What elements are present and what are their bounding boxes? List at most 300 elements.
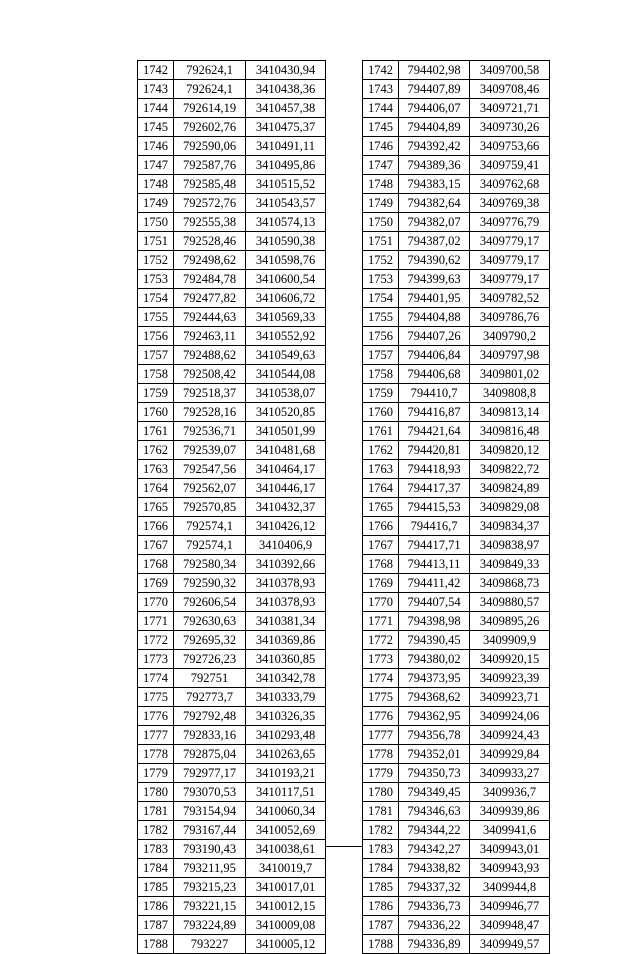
point-number-cell: 1743 — [138, 80, 174, 99]
y-coordinate-cell: 3410342,78 — [246, 669, 326, 688]
table-row — [138, 650, 326, 669]
table-row — [363, 232, 550, 251]
point-number-cell: 1750 — [138, 213, 174, 232]
point-number-cell: 1751 — [138, 232, 174, 251]
point-number-cell: 1787 — [363, 916, 399, 935]
table-row — [138, 194, 326, 213]
x-coordinate-cell: 794406,07 — [399, 99, 470, 118]
y-coordinate-cell: 3409923,39 — [470, 669, 550, 688]
point-number-cell: 1760 — [138, 403, 174, 422]
table-row — [138, 555, 326, 574]
x-coordinate-cell: 794390,45 — [399, 631, 470, 650]
point-number-cell: 1784 — [363, 859, 399, 878]
table-row — [138, 327, 326, 346]
x-coordinate-cell: 792590,32 — [174, 574, 246, 593]
y-coordinate-cell: 3409700,58 — [470, 61, 550, 80]
x-coordinate-cell: 792606,54 — [174, 593, 246, 612]
table-row — [363, 935, 550, 954]
x-coordinate-cell: 792463,11 — [174, 327, 246, 346]
y-coordinate-cell: 3410544,08 — [246, 365, 326, 384]
x-coordinate-cell: 792726,23 — [174, 650, 246, 669]
table-row — [363, 346, 550, 365]
table-row — [138, 156, 326, 175]
table-row — [138, 897, 326, 916]
x-coordinate-cell: 794349,45 — [399, 783, 470, 802]
x-coordinate-cell: 794337,32 — [399, 878, 470, 897]
table-row — [363, 251, 550, 270]
table-row — [363, 479, 550, 498]
point-number-cell: 1746 — [363, 137, 399, 156]
y-coordinate-cell: 3410193,21 — [246, 764, 326, 783]
x-coordinate-cell: 793224,89 — [174, 916, 246, 935]
x-coordinate-cell: 794390,62 — [399, 251, 470, 270]
point-number-cell: 1753 — [138, 270, 174, 289]
right-table-body — [363, 61, 550, 954]
x-coordinate-cell: 792977,17 — [174, 764, 246, 783]
x-coordinate-cell: 793215,23 — [174, 878, 246, 897]
x-coordinate-cell: 792508,42 — [174, 365, 246, 384]
point-number-cell: 1749 — [363, 194, 399, 213]
point-number-cell: 1767 — [363, 536, 399, 555]
y-coordinate-cell: 3410005,12 — [246, 935, 326, 954]
y-coordinate-cell: 3409786,76 — [470, 308, 550, 327]
y-coordinate-cell: 3409730,26 — [470, 118, 550, 137]
y-coordinate-cell: 3409813,14 — [470, 403, 550, 422]
x-coordinate-cell: 794407,54 — [399, 593, 470, 612]
y-coordinate-cell: 3410520,85 — [246, 403, 326, 422]
y-coordinate-cell: 3410495,86 — [246, 156, 326, 175]
table-row — [363, 80, 550, 99]
x-coordinate-cell: 794398,98 — [399, 612, 470, 631]
point-number-cell: 1770 — [138, 593, 174, 612]
y-coordinate-cell: 3410481,68 — [246, 441, 326, 460]
x-coordinate-cell: 794382,07 — [399, 213, 470, 232]
point-number-cell: 1766 — [363, 517, 399, 536]
table-row — [138, 137, 326, 156]
point-number-cell: 1759 — [138, 384, 174, 403]
y-coordinate-cell: 3410552,92 — [246, 327, 326, 346]
y-coordinate-cell: 3410378,93 — [246, 593, 326, 612]
x-coordinate-cell: 792624,1 — [174, 61, 246, 80]
point-number-cell: 1777 — [138, 726, 174, 745]
y-coordinate-cell: 3410019,7 — [246, 859, 326, 878]
y-coordinate-cell: 3409909,9 — [470, 631, 550, 650]
y-coordinate-cell: 3409923,71 — [470, 688, 550, 707]
y-coordinate-cell: 3409779,17 — [470, 270, 550, 289]
x-coordinate-cell: 792630,63 — [174, 612, 246, 631]
point-number-cell: 1748 — [363, 175, 399, 194]
point-number-cell: 1779 — [363, 764, 399, 783]
point-number-cell: 1746 — [138, 137, 174, 156]
x-coordinate-cell: 794404,88 — [399, 308, 470, 327]
point-number-cell: 1745 — [363, 118, 399, 137]
point-number-cell: 1753 — [363, 270, 399, 289]
point-number-cell: 1761 — [138, 422, 174, 441]
table-row — [363, 517, 550, 536]
y-coordinate-cell: 3409943,01 — [470, 840, 550, 859]
table-row — [363, 498, 550, 517]
table-row — [138, 118, 326, 137]
point-number-cell: 1770 — [363, 593, 399, 612]
y-coordinate-cell: 3410438,36 — [246, 80, 326, 99]
x-coordinate-cell: 792602,76 — [174, 118, 246, 137]
point-number-cell: 1771 — [363, 612, 399, 631]
point-number-cell: 1765 — [363, 498, 399, 517]
y-coordinate-cell: 3410038,61 — [246, 840, 326, 859]
x-coordinate-cell: 794401,95 — [399, 289, 470, 308]
x-coordinate-cell: 792539,07 — [174, 441, 246, 460]
y-coordinate-cell: 3409948,47 — [470, 916, 550, 935]
y-coordinate-cell: 3409895,26 — [470, 612, 550, 631]
point-number-cell: 1761 — [363, 422, 399, 441]
y-coordinate-cell: 3409762,68 — [470, 175, 550, 194]
table-row — [363, 270, 550, 289]
table-row — [138, 80, 326, 99]
y-coordinate-cell: 3409939,86 — [470, 802, 550, 821]
table-row — [138, 840, 326, 859]
table-row — [363, 61, 550, 80]
y-coordinate-cell: 3409944,8 — [470, 878, 550, 897]
table-row — [138, 270, 326, 289]
table-row — [363, 688, 550, 707]
left-table-body — [138, 61, 326, 954]
x-coordinate-cell: 792555,38 — [174, 213, 246, 232]
table-row — [138, 783, 326, 802]
point-number-cell: 1773 — [363, 650, 399, 669]
table-row — [363, 308, 550, 327]
y-coordinate-cell: 3410491,11 — [246, 137, 326, 156]
y-coordinate-cell: 3410009,08 — [246, 916, 326, 935]
table-row — [138, 688, 326, 707]
x-coordinate-cell: 794389,36 — [399, 156, 470, 175]
table-row — [138, 232, 326, 251]
table-row — [138, 517, 326, 536]
point-number-cell: 1785 — [138, 878, 174, 897]
table-row — [363, 441, 550, 460]
table-row — [363, 137, 550, 156]
table-row — [138, 745, 326, 764]
point-number-cell: 1745 — [138, 118, 174, 137]
table-row — [138, 859, 326, 878]
point-number-cell: 1755 — [363, 308, 399, 327]
point-number-cell: 1764 — [138, 479, 174, 498]
y-coordinate-cell: 3410060,34 — [246, 802, 326, 821]
point-number-cell: 1758 — [363, 365, 399, 384]
y-coordinate-cell: 3410574,13 — [246, 213, 326, 232]
table-row — [363, 118, 550, 137]
point-number-cell: 1766 — [138, 517, 174, 536]
point-number-cell: 1779 — [138, 764, 174, 783]
point-number-cell: 1771 — [138, 612, 174, 631]
x-coordinate-cell: 793070,53 — [174, 783, 246, 802]
right-coordinate-table — [362, 60, 550, 954]
x-coordinate-cell: 792580,34 — [174, 555, 246, 574]
point-number-cell: 1775 — [363, 688, 399, 707]
x-coordinate-cell: 794399,63 — [399, 270, 470, 289]
x-coordinate-cell: 792624,1 — [174, 80, 246, 99]
table-row — [138, 764, 326, 783]
table-row — [138, 726, 326, 745]
y-coordinate-cell: 3410464,17 — [246, 460, 326, 479]
point-number-cell: 1772 — [138, 631, 174, 650]
point-number-cell: 1767 — [138, 536, 174, 555]
x-coordinate-cell: 794416,87 — [399, 403, 470, 422]
table-row — [363, 802, 550, 821]
x-coordinate-cell: 794338,82 — [399, 859, 470, 878]
x-coordinate-cell: 794411,42 — [399, 574, 470, 593]
x-coordinate-cell: 792572,76 — [174, 194, 246, 213]
point-number-cell: 1757 — [138, 346, 174, 365]
table-row — [363, 821, 550, 840]
point-number-cell: 1785 — [363, 878, 399, 897]
point-number-cell: 1778 — [138, 745, 174, 764]
table-row — [138, 403, 326, 422]
point-number-cell: 1759 — [363, 384, 399, 403]
table-row — [363, 612, 550, 631]
table-row — [363, 365, 550, 384]
table-row — [138, 536, 326, 555]
table-row — [363, 175, 550, 194]
x-coordinate-cell: 794421,64 — [399, 422, 470, 441]
point-number-cell: 1769 — [138, 574, 174, 593]
y-coordinate-cell: 3409929,84 — [470, 745, 550, 764]
x-coordinate-cell: 794402,98 — [399, 61, 470, 80]
x-coordinate-cell: 792547,56 — [174, 460, 246, 479]
point-number-cell: 1774 — [363, 669, 399, 688]
table-row — [363, 593, 550, 612]
y-coordinate-cell: 3409721,71 — [470, 99, 550, 118]
y-coordinate-cell: 3409829,08 — [470, 498, 550, 517]
y-coordinate-cell: 3409816,48 — [470, 422, 550, 441]
y-coordinate-cell: 3410432,37 — [246, 498, 326, 517]
table-row — [138, 821, 326, 840]
y-coordinate-cell: 3409801,02 — [470, 365, 550, 384]
x-coordinate-cell: 792587,76 — [174, 156, 246, 175]
y-coordinate-cell: 3410381,34 — [246, 612, 326, 631]
y-coordinate-cell: 3410052,69 — [246, 821, 326, 840]
point-number-cell: 1781 — [138, 802, 174, 821]
point-number-cell: 1776 — [138, 707, 174, 726]
x-coordinate-cell: 792614,19 — [174, 99, 246, 118]
point-number-cell: 1758 — [138, 365, 174, 384]
x-coordinate-cell: 793167,44 — [174, 821, 246, 840]
x-coordinate-cell: 792792,48 — [174, 707, 246, 726]
table-row — [138, 346, 326, 365]
y-coordinate-cell: 3409933,27 — [470, 764, 550, 783]
x-coordinate-cell: 794407,26 — [399, 327, 470, 346]
x-coordinate-cell: 792528,16 — [174, 403, 246, 422]
point-number-cell: 1752 — [138, 251, 174, 270]
table-row — [363, 783, 550, 802]
point-number-cell: 1788 — [363, 935, 399, 954]
y-coordinate-cell: 3409838,97 — [470, 536, 550, 555]
point-number-cell: 1749 — [138, 194, 174, 213]
point-number-cell: 1755 — [138, 308, 174, 327]
point-number-cell: 1768 — [363, 555, 399, 574]
table-row — [138, 878, 326, 897]
x-coordinate-cell: 794387,02 — [399, 232, 470, 251]
point-number-cell: 1781 — [363, 802, 399, 821]
y-coordinate-cell: 3410475,37 — [246, 118, 326, 137]
point-number-cell: 1784 — [138, 859, 174, 878]
point-number-cell: 1760 — [363, 403, 399, 422]
y-coordinate-cell: 3410392,66 — [246, 555, 326, 574]
y-coordinate-cell: 3410549,63 — [246, 346, 326, 365]
point-number-cell: 1743 — [363, 80, 399, 99]
table-row — [138, 460, 326, 479]
y-coordinate-cell: 3409849,33 — [470, 555, 550, 574]
y-coordinate-cell: 3409779,17 — [470, 232, 550, 251]
y-coordinate-cell: 3410600,54 — [246, 270, 326, 289]
x-coordinate-cell: 794373,95 — [399, 669, 470, 688]
table-row — [363, 669, 550, 688]
y-coordinate-cell: 3410426,12 — [246, 517, 326, 536]
x-coordinate-cell: 794342,27 — [399, 840, 470, 859]
table-row — [138, 707, 326, 726]
table-row — [363, 460, 550, 479]
x-coordinate-cell: 792751 — [174, 669, 246, 688]
table-row — [138, 593, 326, 612]
y-coordinate-cell: 3409824,89 — [470, 479, 550, 498]
table-row — [363, 289, 550, 308]
x-coordinate-cell: 792590,06 — [174, 137, 246, 156]
x-coordinate-cell: 794336,22 — [399, 916, 470, 935]
table-row — [363, 650, 550, 669]
point-number-cell: 1777 — [363, 726, 399, 745]
point-number-cell: 1748 — [138, 175, 174, 194]
point-number-cell: 1769 — [363, 574, 399, 593]
x-coordinate-cell: 794407,89 — [399, 80, 470, 99]
y-coordinate-cell: 3410446,17 — [246, 479, 326, 498]
x-coordinate-cell: 792484,78 — [174, 270, 246, 289]
x-coordinate-cell: 792695,32 — [174, 631, 246, 650]
y-coordinate-cell: 3409782,52 — [470, 289, 550, 308]
left-coordinate-table — [137, 60, 326, 954]
point-number-cell: 1762 — [138, 441, 174, 460]
table-row — [138, 61, 326, 80]
y-coordinate-cell: 3409797,98 — [470, 346, 550, 365]
y-coordinate-cell: 3410326,35 — [246, 707, 326, 726]
x-coordinate-cell: 793221,15 — [174, 897, 246, 916]
x-coordinate-cell: 794382,64 — [399, 194, 470, 213]
y-coordinate-cell: 3410538,07 — [246, 384, 326, 403]
y-coordinate-cell: 3409936,7 — [470, 783, 550, 802]
x-coordinate-cell: 792444,63 — [174, 308, 246, 327]
point-number-cell: 1754 — [138, 289, 174, 308]
y-coordinate-cell: 3410598,76 — [246, 251, 326, 270]
x-coordinate-cell: 792477,82 — [174, 289, 246, 308]
point-number-cell: 1775 — [138, 688, 174, 707]
table-row — [138, 802, 326, 821]
y-coordinate-cell: 3410293,48 — [246, 726, 326, 745]
x-coordinate-cell: 794362,95 — [399, 707, 470, 726]
table-row — [363, 194, 550, 213]
table-row — [138, 935, 326, 954]
x-coordinate-cell: 794420,81 — [399, 441, 470, 460]
x-coordinate-cell: 792536,71 — [174, 422, 246, 441]
table-row — [363, 878, 550, 897]
y-coordinate-cell: 3410406,9 — [246, 536, 326, 555]
table-row — [363, 707, 550, 726]
x-coordinate-cell: 792570,85 — [174, 498, 246, 517]
y-coordinate-cell: 3409941,6 — [470, 821, 550, 840]
table-row — [363, 213, 550, 232]
table-row — [363, 555, 550, 574]
y-coordinate-cell: 3409924,43 — [470, 726, 550, 745]
point-number-cell: 1764 — [363, 479, 399, 498]
y-coordinate-cell: 3410369,86 — [246, 631, 326, 650]
x-coordinate-cell: 794417,37 — [399, 479, 470, 498]
table-row — [363, 574, 550, 593]
x-coordinate-cell: 793211,95 — [174, 859, 246, 878]
point-number-cell: 1752 — [363, 251, 399, 270]
x-coordinate-cell: 792574,1 — [174, 536, 246, 555]
x-coordinate-cell: 794344,22 — [399, 821, 470, 840]
table-row — [138, 479, 326, 498]
table-row — [138, 99, 326, 118]
x-coordinate-cell: 792498,62 — [174, 251, 246, 270]
table-row — [363, 859, 550, 878]
y-coordinate-cell: 3410606,72 — [246, 289, 326, 308]
x-coordinate-cell: 792833,16 — [174, 726, 246, 745]
table-row — [363, 897, 550, 916]
x-coordinate-cell: 794415,53 — [399, 498, 470, 517]
y-coordinate-cell: 3410590,38 — [246, 232, 326, 251]
point-number-cell: 1787 — [138, 916, 174, 935]
table-row — [138, 422, 326, 441]
y-coordinate-cell: 3410017,01 — [246, 878, 326, 897]
table-row — [138, 498, 326, 517]
point-number-cell: 1751 — [363, 232, 399, 251]
x-coordinate-cell: 792528,46 — [174, 232, 246, 251]
x-coordinate-cell: 794352,01 — [399, 745, 470, 764]
y-coordinate-cell: 3409949,57 — [470, 935, 550, 954]
y-coordinate-cell: 3410117,51 — [246, 783, 326, 802]
y-coordinate-cell: 3409753,66 — [470, 137, 550, 156]
x-coordinate-cell: 794417,71 — [399, 536, 470, 555]
x-coordinate-cell: 793154,94 — [174, 802, 246, 821]
y-coordinate-cell: 3409834,37 — [470, 517, 550, 536]
table-row — [363, 156, 550, 175]
y-coordinate-cell: 3409946,77 — [470, 897, 550, 916]
y-coordinate-cell: 3409820,12 — [470, 441, 550, 460]
y-coordinate-cell: 3409808,8 — [470, 384, 550, 403]
x-coordinate-cell: 794383,15 — [399, 175, 470, 194]
table-row — [138, 669, 326, 688]
x-coordinate-cell: 794406,84 — [399, 346, 470, 365]
point-number-cell: 1786 — [138, 897, 174, 916]
x-coordinate-cell: 794346,63 — [399, 802, 470, 821]
point-number-cell: 1762 — [363, 441, 399, 460]
table-row — [138, 441, 326, 460]
table-row — [138, 251, 326, 270]
table-row — [363, 840, 550, 859]
y-coordinate-cell: 3410543,57 — [246, 194, 326, 213]
x-coordinate-cell: 792518,37 — [174, 384, 246, 403]
point-number-cell: 1754 — [363, 289, 399, 308]
y-coordinate-cell: 3409759,41 — [470, 156, 550, 175]
point-number-cell: 1763 — [363, 460, 399, 479]
x-coordinate-cell: 794336,73 — [399, 897, 470, 916]
table-row — [363, 916, 550, 935]
point-number-cell: 1778 — [363, 745, 399, 764]
x-coordinate-cell: 794410,7 — [399, 384, 470, 403]
x-coordinate-cell: 794406,68 — [399, 365, 470, 384]
table-row — [363, 384, 550, 403]
table-row — [138, 365, 326, 384]
point-number-cell: 1772 — [363, 631, 399, 650]
x-coordinate-cell: 793227 — [174, 935, 246, 954]
